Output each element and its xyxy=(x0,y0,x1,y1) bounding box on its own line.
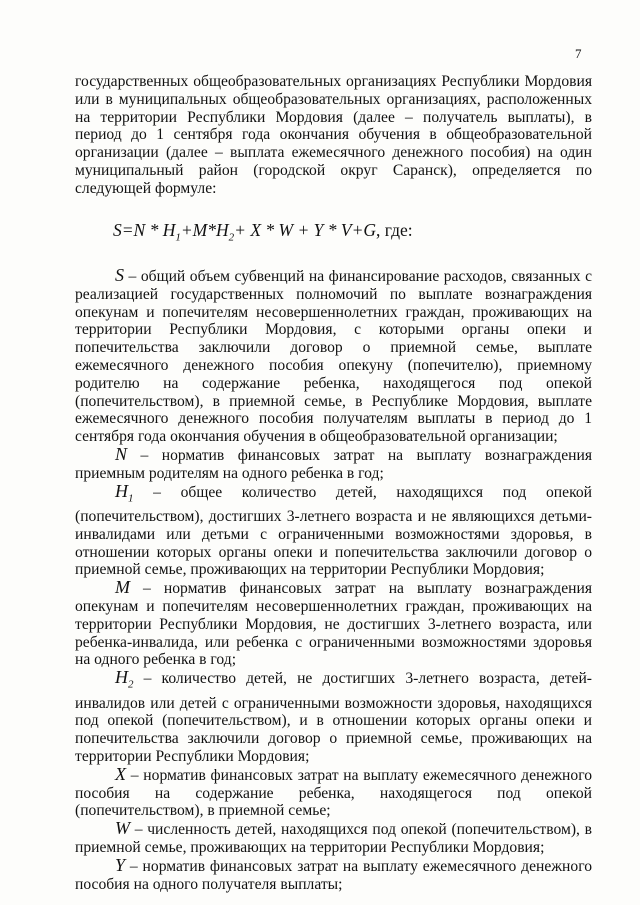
definition-symbol: $H_1$ xyxy=(115,480,134,505)
definition-text: – численность детей, находящихся под опекой (попечительством), в приемной семье, проживающих на территории Республики Мордовия; xyxy=(75,821,592,856)
definition-symbol: N xyxy=(115,444,128,465)
definition-symbol: W xyxy=(115,818,130,839)
definition-paragraph xyxy=(75,854,592,894)
definitions-list xyxy=(75,267,592,893)
definition-text: – норматив финансовых затрат на выплату вознаграждения приемным родителям на одного ребенка в год; xyxy=(75,447,592,482)
definition-text: – общий объем субвенций на финансирование расходов, связанных с реализацией государственных полномочий по выплате вознаграждения опекунам и попечителям несовершеннолетних граждан, проживающих на территории Республики Мордовия, с которыми органы опеки и попечительства заключили договор о приемной семье, выплате ежемесячного денежного пособия опекуну (попечителю), приемному родителю на содержание ребенка, находящегося под опекой (попечительством), в приемной семье, в Республике Мордовия, выплате ежемесячного денежного пособия получателям выплаты в период до 1 сентября года окончания обучения в общеобразовательной организации; xyxy=(75,268,592,446)
definition-text: – норматив финансовых затрат на выплату вознаграждения опекунам и попечителям несовершеннолетних граждан, проживающих на территории Республики Мордовия, не достигших 3-летнего возраста, или ребенка-инвалида, или ребенка с ограниченными возможностями здоровья на одного ребенка в год; xyxy=(75,580,592,669)
definition-paragraph xyxy=(75,579,592,669)
definition-symbol: S xyxy=(115,265,124,286)
definition-paragraph xyxy=(75,820,592,857)
definition-symbol: X xyxy=(115,763,126,784)
definition-paragraph xyxy=(75,763,592,820)
formula xyxy=(113,220,592,248)
definition-paragraph xyxy=(75,267,592,446)
definition-text: – норматив финансовых затрат на выплату ежемесячного денежного пособия на одного получателя выплаты; xyxy=(75,857,592,893)
definition-text: – количество детей, не достигших 3-летнего возраста, детей-инвалидов или детей с ограниченными возможности здоровья, находящихся под опекой (попечительством), и в отношении которых органы опеки и попечительства заключили договор о приемной семье, проживающих на территории Республики Мордовия; xyxy=(75,670,592,765)
definition-symbol: M xyxy=(115,577,130,598)
formula-expression: $S=N * H_1+M*H_2+ X * W + Y * V+G$ xyxy=(113,219,377,244)
definition-paragraph xyxy=(75,669,592,766)
intro-paragraph: государственных общеобразовательных организациях Республики Мордовия или в муниципальных общеобразовательных организациях, расположенных на территории Республики Мордовия (далее – получатель выплаты), в период до 1 сентября года окончания обучения в общеобразовательной организации (далее – выплата ежемесячного денежного пособия) на один муниципальный район (городской округ Саранск), определяется по следующей формуле: xyxy=(75,73,592,197)
page-number: 7 xyxy=(575,46,582,61)
definition-text: – общее количество детей, находящихся под опекой (попечительством), достигших 3-летнего возраста и не являющихся детьми-инвалидами или детьми с ограниченными возможностями здоровья, в отношении которых органы опеки и попечительства заключили договор о приемной семье, проживающих на территории Республики Мордовия; xyxy=(75,483,592,579)
formula-suffix: , где: xyxy=(376,219,413,240)
definition-paragraph xyxy=(75,446,592,483)
document-body xyxy=(75,73,592,893)
definition-paragraph xyxy=(75,480,592,580)
definition-symbol: Y xyxy=(115,854,126,875)
definition-symbol: $H_2$ xyxy=(115,667,134,691)
definition-text: – норматив финансовых затрат на выплату ежемесячного денежного пособия на содержание ребенка, находящегося под опекой (попечительством), в приемной семье; xyxy=(75,766,592,820)
